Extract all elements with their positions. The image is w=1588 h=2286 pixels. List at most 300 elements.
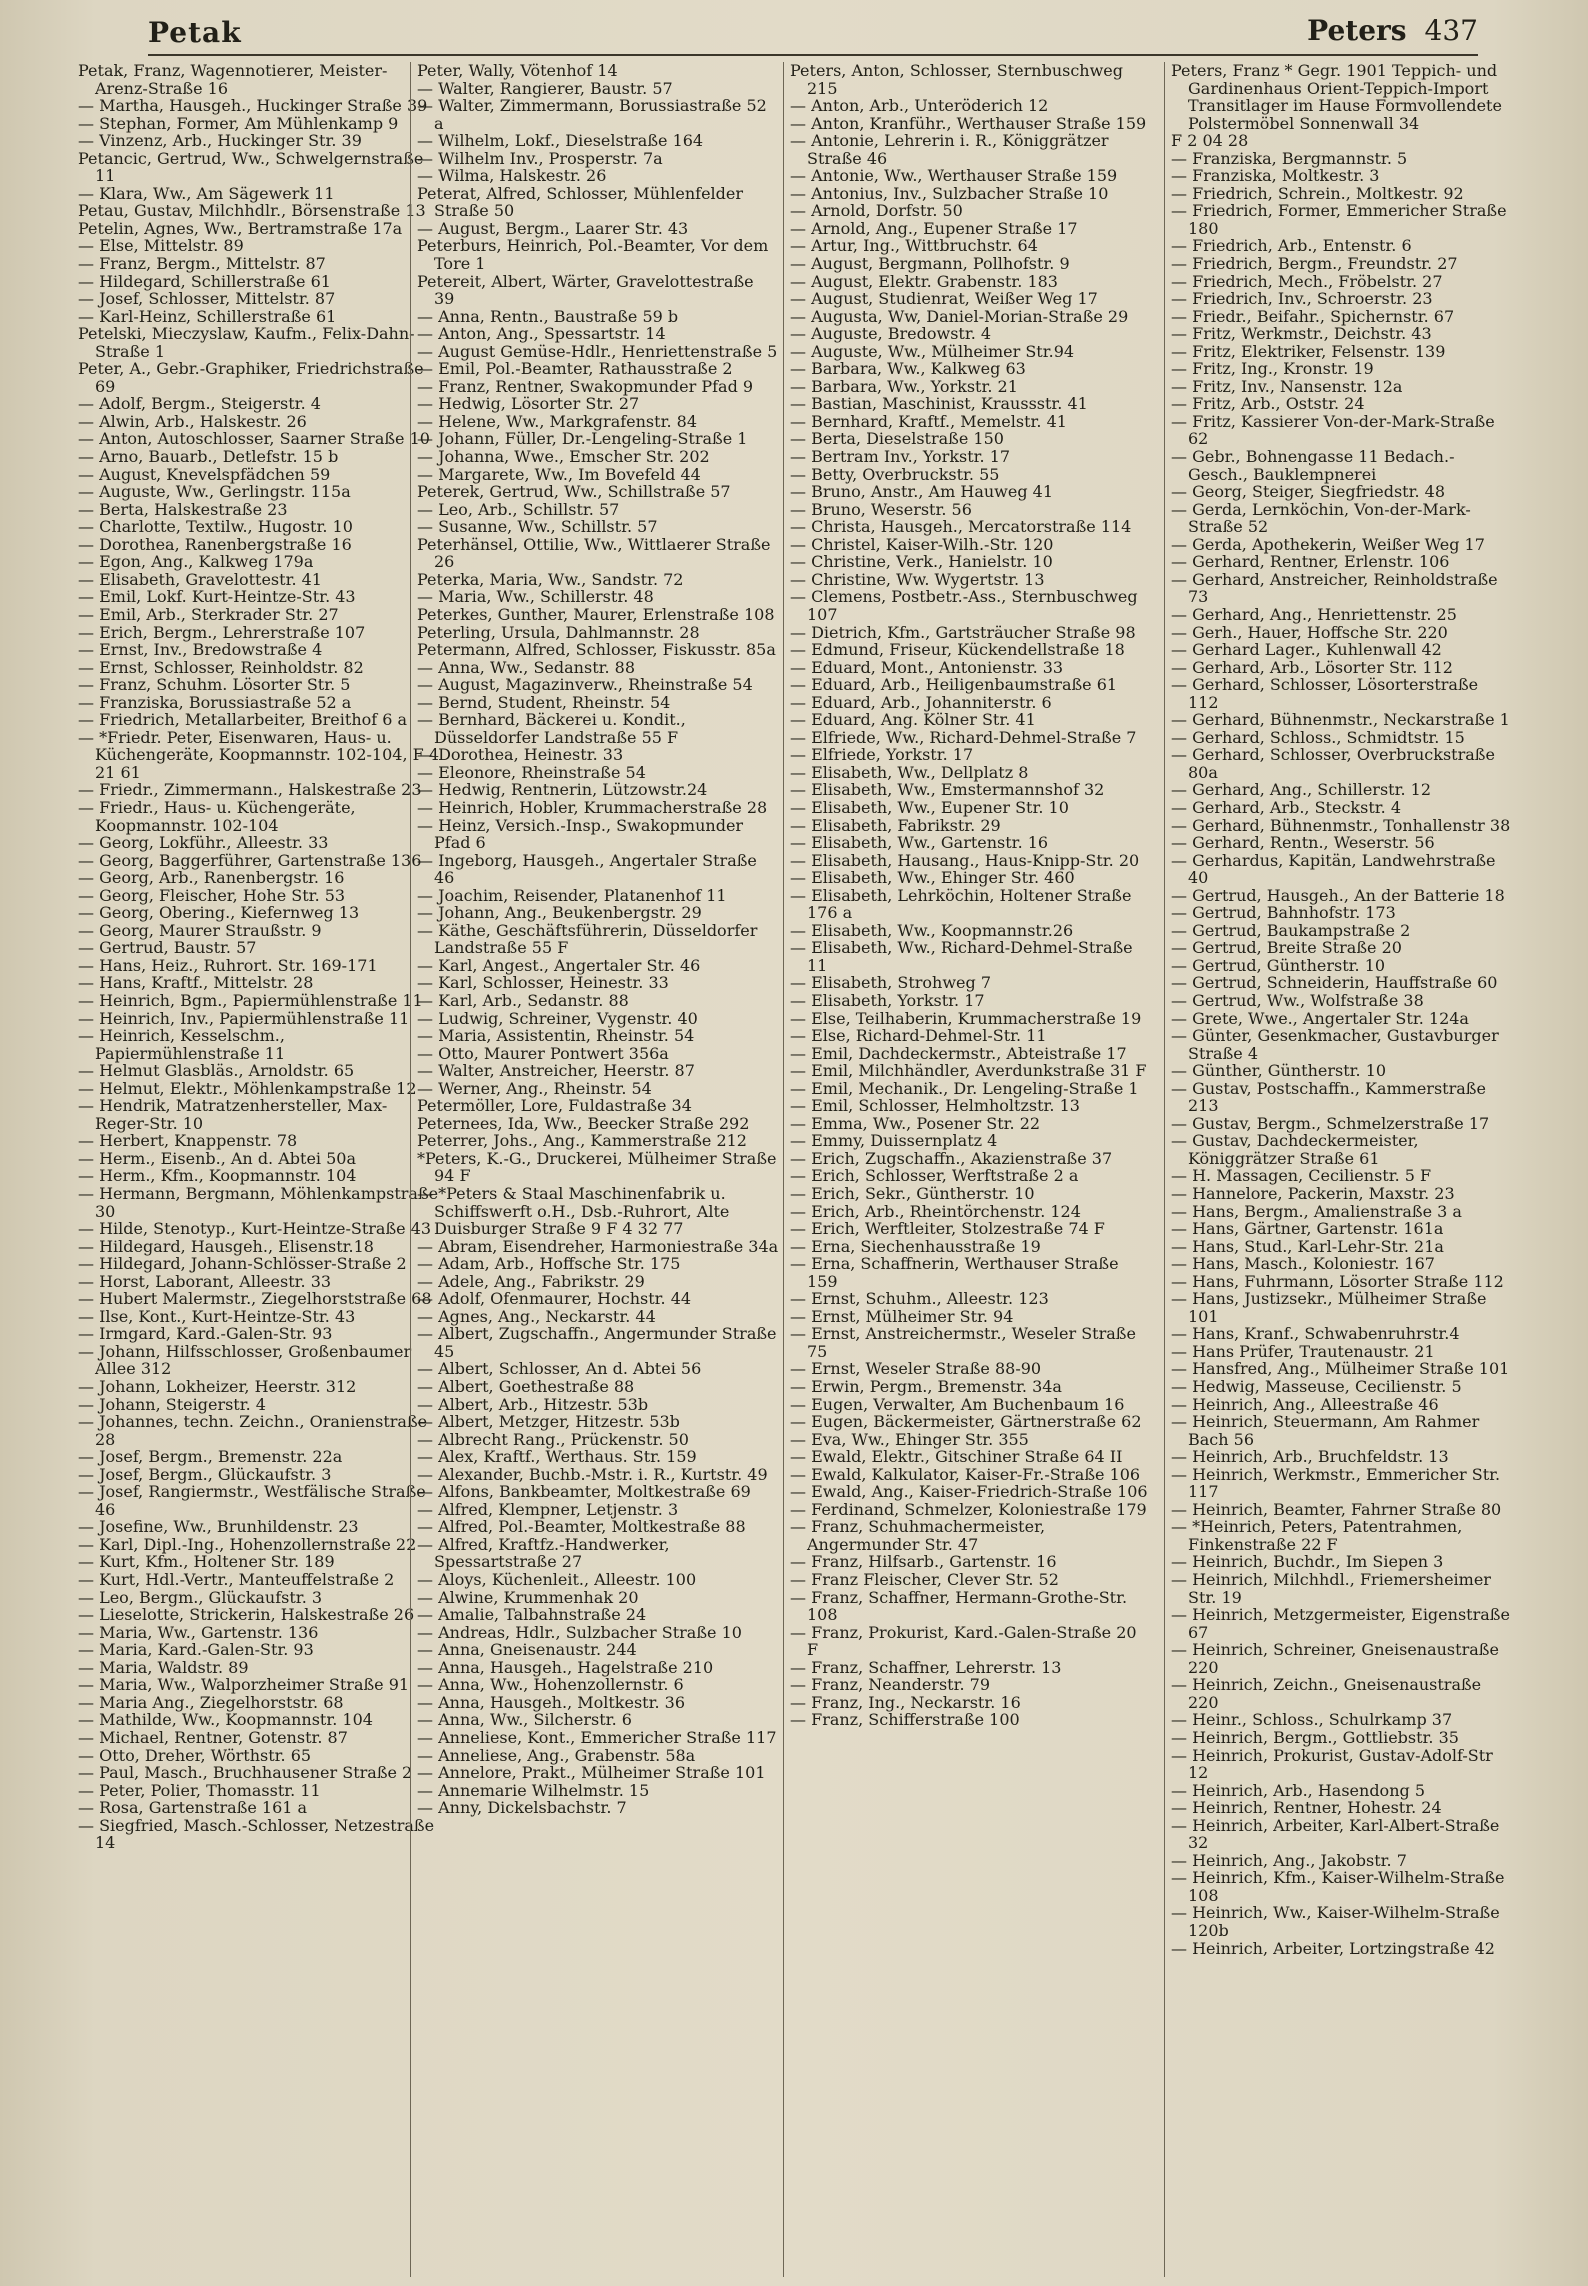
directory-entry: — Martha, Hausgeh., Huckinger Straße 39 <box>78 96 428 116</box>
directory-entry: — August, Magazinverw., Rheinstraße 54 <box>417 675 753 695</box>
directory-entry: — *Heinrich, Peters, Patentrahmen, Finkenstraße 22 F <box>1171 1517 1463 1554</box>
directory-entry: — Wilma, Halskestr. 26 <box>417 166 607 186</box>
directory-entry: — Friedr., Beifahr., Spichernstr. 67 <box>1171 306 1455 326</box>
directory-entry: Peterek, Gertrud, Ww., Schillstraße 57 <box>417 482 731 502</box>
directory-entry: — Heinrich, Werkmstr., Emmericher Str. 117 <box>1171 1464 1501 1502</box>
directory-entry: — Siegfried, Masch.-Schlosser, Netzestraße 14 <box>78 1815 435 1853</box>
directory-entry: — Ernst, Anstreichermstr., Weseler Straße 75 <box>790 1324 1136 1361</box>
directory-entry: — Käthe, Geschäftsführerin, Düsseldorfer Landstraße 55 F <box>417 920 758 958</box>
directory-entry: — Hermann, Bergmann, Möhlenkampstraße 30 <box>78 1184 439 1221</box>
directory-entry: — Hans, Fuhrmann, Lösorter Straße 112 <box>1171 1271 1504 1291</box>
directory-entry: — Eugen, Bäckermeister, Gärtnerstraße 62 <box>790 1412 1142 1432</box>
directory-columns <box>72 62 1572 2277</box>
directory-entry: — Barbara, Ww., Kalkweg 63 <box>790 359 1026 379</box>
directory-entry: — Anna, Hausgeh., Hagelstraße 210 <box>417 1657 714 1677</box>
directory-entry: — Adam, Arb., Hoffsche Str. 175 <box>417 1254 681 1274</box>
directory-entry: — Antonius, Inv., Sulzbacher Straße 10 <box>790 183 1109 203</box>
directory-entry: — Bernhard, Bäckerei u. Kondit., Düsseldorfer Landstraße 55 F <box>417 710 686 747</box>
directory-entry: — Susanne, Ww., Schillstr. 57 <box>417 517 658 537</box>
directory-entry: — Gertrud, Güntherstr. 10 <box>1171 955 1386 975</box>
directory-entry: — August Gemüse-Hdlr., Henriettenstraße 5 <box>417 341 778 361</box>
directory-entry: — Alfred, Klempner, Letjenstr. 3 <box>417 1499 679 1519</box>
directory-entry: — Franz, Neanderstr. 79 <box>790 1675 991 1695</box>
directory-entry: — Herm., Kfm., Koopmannstr. 104 <box>78 1166 357 1186</box>
directory-entry: — Elisabeth, Ww., Gartenstr. 16 <box>790 833 1049 853</box>
directory-entry: — Gertrud, Ww., Wolfstraße 38 <box>1171 990 1424 1010</box>
directory-entry: F 2 04 28 <box>1171 131 1249 151</box>
directory-entry: — Anton, Arb., Unteröderich 12 <box>790 96 1049 116</box>
directory-entry: — *Friedr. Peter, Eisenwaren, Haus- u. Küchengeräte, Koopmannstr. 102-104, F 4 21 61 <box>78 727 439 782</box>
directory-entry: — Elisabeth, Ww., Koopmannstr.26 <box>790 920 1074 940</box>
directory-entry: — Heinrich, Zeichn., Gneisenaustraße 220 <box>1171 1675 1482 1712</box>
directory-entry: — Gerhard, Schlosser, Overbruckstraße 80a <box>1171 745 1495 782</box>
directory-entry: — Anna, Hausgeh., Moltkestr. 36 <box>417 1692 686 1712</box>
directory-entry: Petermöller, Lore, Fuldastraße 34 <box>417 1096 692 1116</box>
directory-entry: — Else, Richard-Dehmel-Str. 11 <box>790 1026 1047 1046</box>
directory-entry: — Franz, Prokurist, Kard.-Galen-Straße 20 F <box>790 1622 1137 1660</box>
directory-entry: — Else, Teilhaberin, Krummacherstraße 19 <box>790 1008 1142 1028</box>
directory-entry: — Dietrich, Kfm., Gartsträucher Straße 98 <box>790 622 1136 642</box>
directory-entry: Petelski, Mieczyslaw, Kaufm., Felix-Dahn-Straße 1 <box>78 324 415 361</box>
directory-entry: Peterat, Alfred, Schlosser, Mühlenfelder Straße 50 <box>417 183 744 221</box>
directory-entry: — Heinrich, Inv., Papiermühlenstraße 11 <box>78 1008 410 1028</box>
directory-entry: — Franz Fleischer, Clever Str. 52 <box>790 1570 1059 1590</box>
directory-entry: — Heinrich, Arb., Bruchfeldstr. 13 <box>1171 1447 1449 1467</box>
directory-entry: — Heinrich, Steuermann, Am Rahmer Bach 56 <box>1171 1412 1480 1449</box>
directory-entry: — Alfred, Pol.-Beamter, Moltkestraße 88 <box>417 1517 746 1537</box>
directory-entry: — Amalie, Talbahnstraße 24 <box>417 1605 647 1625</box>
header-right <box>1307 14 1478 47</box>
directory-entry: — Else, Mittelstr. 89 <box>78 236 244 256</box>
directory-entry: Petancic, Gertrud, Ww., Schwelgernstraße 11 <box>78 148 424 186</box>
directory-entry: — Artur, Ing., Wittbruchstr. 64 <box>790 236 1038 256</box>
directory-entry: — Wilhelm Inv., Prosperstr. 7a <box>417 148 663 168</box>
directory-entry: — Hildegard, Johann-Schlösser-Straße 2 <box>78 1254 407 1274</box>
directory-entry: — Horst, Laborant, Alleestr. 33 <box>78 1271 332 1291</box>
directory-entry: — August, Elektr. Grabenstr. 183 <box>790 271 1058 291</box>
directory-entry: — Werner, Ang., Rheinstr. 54 <box>417 1078 652 1098</box>
directory-entry: — Josef, Bergm., Bremenstr. 22a <box>78 1447 343 1467</box>
directory-entry: — H. Massagen, Cecilienstr. 5 F <box>1171 1166 1432 1186</box>
directory-entry: — Walter, Rangierer, Baustr. 57 <box>417 78 673 98</box>
directory-entry: — Wilhelm, Lokf., Dieselstraße 164 <box>417 131 704 151</box>
directory-entry: — Gerhard, Ang., Schillerstr. 12 <box>1171 780 1432 800</box>
directory-entry: — Heinrich, Kfm., Kaiser-Wilhelm-Straße 108 <box>1171 1868 1505 1905</box>
directory-entry: — Franz, Rentner, Swakopmunder Pfad 9 <box>417 376 754 396</box>
directory-entry: — Georg, Obering., Kiefernweg 13 <box>78 903 360 923</box>
directory-entry: — Karl, Dipl.-Ing., Hohenzollernstraße 22 <box>78 1534 417 1554</box>
directory-entry: — Berta, Halskestraße 23 <box>78 499 288 519</box>
directory-entry: — Elisabeth, Ww., Emstermannshof 32 <box>790 780 1105 800</box>
directory-entry: — Eduard, Arb., Johanniterstr. 6 <box>790 692 1052 712</box>
directory-entry: — Herbert, Knappenstr. 78 <box>78 1131 298 1151</box>
directory-entry: — Heinrich, Metzgermeister, Eigenstraße 67 <box>1171 1605 1510 1642</box>
header-left-name: Petak <box>148 16 242 49</box>
directory-entry: — Gertrud, Baukampstraße 2 <box>1171 920 1411 940</box>
directory-entry: — Heinrich, Hobler, Krummacherstraße 28 <box>417 797 768 817</box>
directory-entry: — Maria, Kard.-Galen-Str. 93 <box>78 1640 314 1660</box>
directory-entry: — Elisabeth, Yorkstr. 17 <box>790 990 985 1010</box>
directory-entry: — Heinr., Schloss., Schulrkamp 37 <box>1171 1710 1453 1730</box>
directory-entry: — Emil, Lokf. Kurt-Heintze-Str. 43 <box>78 587 356 607</box>
directory-entry: — Fritz, Kassierer Von-der-Mark-Straße 62 <box>1171 411 1495 449</box>
directory-entry: — Joachim, Reisender, Platanenhof 11 <box>417 885 727 905</box>
directory-entry: Petereit, Albert, Wärter, Gravelottestraße 39 <box>417 271 754 309</box>
directory-entry: — Alwine, Krummenhak 20 <box>417 1587 639 1607</box>
directory-entry: — Anna, Ww., Sedanstr. 88 <box>417 657 636 677</box>
directory-entry: — Maria Ang., Ziegelhorststr. 68 <box>78 1692 344 1712</box>
directory-entry: — Bruno, Anstr., Am Hauweg 41 <box>790 482 1054 502</box>
directory-entry: — Ewald, Elektr., Gitschiner Straße 64 II <box>790 1447 1123 1467</box>
directory-entry: — Bernhard, Kraftf., Memelstr. 41 <box>790 411 1067 431</box>
directory-entry: — Elfriede, Ww., Richard-Dehmel-Straße 7 <box>790 727 1137 747</box>
directory-entry: — Josefine, Ww., Brunhildenstr. 23 <box>78 1517 359 1537</box>
directory-entry: — Elisabeth, Gravelottestr. 41 <box>78 569 322 589</box>
directory-entry: — Klara, Ww., Am Sägewerk 11 <box>78 183 335 203</box>
directory-entry: Peterburs, Heinrich, Pol.-Beamter, Vor dem Tore 1 <box>417 236 769 274</box>
directory-entry: — Betty, Overbruckstr. 55 <box>790 464 1000 484</box>
directory-entry: — Albert, Goethestraße 88 <box>417 1377 635 1397</box>
directory-entry: — Eduard, Mont., Antonienstr. 33 <box>790 657 1064 677</box>
directory-entry: — Mathilde, Ww., Koopmannstr. 104 <box>78 1710 373 1730</box>
directory-entry: — Maria, Ww., Schillerstr. 48 <box>417 587 654 607</box>
directory-entry: — Hans Prüfer, Trautenaustr. 21 <box>1171 1341 1435 1361</box>
directory-entry: — Heinrich, Ww., Kaiser-Wilhelm-Straße 120b <box>1171 1903 1500 1940</box>
directory-entry: — Gertrud, Breite Straße 20 <box>1171 938 1402 958</box>
directory-entry: — Antonie, Lehrerin i. R., Königgrätzer Straße 46 <box>790 131 1109 168</box>
directory-entry: — Maria, Waldstr. 89 <box>78 1657 249 1677</box>
directory-entry: — Franziska, Borussiastraße 52 a <box>78 692 352 712</box>
directory-entry: Peterling, Ursula, Dahlmannstr. 28 <box>417 622 700 642</box>
directory-entry: — Barbara, Ww., Yorkstr. 21 <box>790 376 1018 396</box>
directory-entry: — Gustav, Postschaffn., Kammerstraße 213 <box>1171 1078 1486 1116</box>
directory-entry: — Elisabeth, Hausang., Haus-Knipp-Str. 20 <box>790 850 1140 870</box>
directory-entry: — Franz, Ing., Neckarstr. 16 <box>790 1692 1021 1712</box>
directory-entry: — Günther, Güntherstr. 10 <box>1171 1061 1387 1081</box>
directory-entry: — Leo, Arb., Schillstr. 57 <box>417 499 620 519</box>
directory-entry: — Anton, Autoschlosser, Saarner Straße 10 <box>78 429 430 449</box>
directory-entry: — Augusta, Ww, Daniel-Morian-Straße 29 <box>790 306 1129 326</box>
directory-entry: — Eduard, Ang. Kölner Str. 41 <box>790 710 1036 730</box>
directory-entry: — Gerhard, Schloss., Schmidtstr. 15 <box>1171 727 1465 747</box>
directory-entry: — Dorothea, Ranenbergstraße 16 <box>78 534 352 554</box>
directory-entry: — August, Studienrat, Weißer Weg 17 <box>790 289 1098 309</box>
directory-entry: — Heinrich, Prokurist, Gustav-Adolf-Str 12 <box>1171 1745 1493 1783</box>
directory-entry: — Georg, Lokführ., Alleestr. 33 <box>78 833 329 853</box>
directory-entry: — Franziska, Bergmannstr. 5 <box>1171 148 1408 168</box>
directory-entry: — Gerhard, Rentn., Weserstr. 56 <box>1171 833 1435 853</box>
directory-entry: — Hans, Gärtner, Gartenstr. 161a <box>1171 1219 1444 1239</box>
directory-entry: — Fritz, Elektriker, Felsenstr. 139 <box>1171 341 1446 361</box>
directory-entry: — Erich, Schlosser, Werftstraße 2 a <box>790 1166 1079 1186</box>
directory-entry: — Gebr., Bohnengasse 11 Bedach.-Gesch., Bauklempnerei <box>1171 447 1455 484</box>
directory-entry: — Vinzenz, Arb., Huckinger Str. 39 <box>78 131 362 151</box>
directory-entry: — Herm., Eisenb., An d. Abtei 50a <box>78 1148 357 1168</box>
directory-entry: — Erich, Bergm., Lehrerstraße 107 <box>78 622 366 642</box>
directory-entry: — Ernst, Schlosser, Reinholdstr. 82 <box>78 657 364 677</box>
directory-entry: — Arno, Bauarb., Detlefstr. 15 b <box>78 447 339 467</box>
directory-entry: — Friedrich, Arb., Entenstr. 6 <box>1171 236 1412 256</box>
directory-entry: — Johann, Ang., Beukenbergstr. 29 <box>417 903 702 923</box>
directory-entry: — Friedrich, Inv., Schroerstr. 23 <box>1171 289 1433 309</box>
directory-entry: — Peter, Polier, Thomasstr. 11 <box>78 1780 321 1800</box>
directory-entry: — Emil, Pol.-Beamter, Rathausstraße 2 <box>417 359 733 379</box>
directory-entry: — Albert, Arb., Hitzestr. 53b <box>417 1394 649 1414</box>
directory-entry: — Elisabeth, Ww., Ehinger Str. 460 <box>790 868 1075 888</box>
directory-entry: — Georg, Maurer Straußstr. 9 <box>78 920 322 940</box>
directory-entry: — Alfons, Bankbeamter, Moltkestraße 69 <box>417 1482 751 1502</box>
directory-entry: — Franz, Schifferstraße 100 <box>790 1710 1020 1730</box>
directory-entry: — Ludwig, Schreiner, Vygenstr. 40 <box>417 1008 698 1028</box>
directory-entry: — Elisabeth, Lehrköchin, Holtener Straße 176 a <box>790 885 1132 923</box>
directory-entry: — Gertrud, Bahnhofstr. 173 <box>1171 903 1396 923</box>
directory-entry: — Hedwig, Masseuse, Cecilienstr. 5 <box>1171 1377 1462 1397</box>
directory-entry: — Emil, Mechanik., Dr. Lengeling-Straße 1 <box>790 1078 1139 1098</box>
directory-entry: — Eugen, Verwalter, Am Buchenbaum 16 <box>790 1394 1125 1414</box>
directory-entry: — Christine, Verk., Hanielstr. 10 <box>790 552 1053 572</box>
directory-entry: — Hansfred, Ang., Mülheimer Straße 101 <box>1171 1359 1510 1379</box>
directory-entry: — Hans, Heiz., Ruhrort. Str. 169-171 <box>78 955 378 975</box>
directory-entry: — Erich, Zugschaffn., Akazienstraße 37 <box>790 1148 1113 1168</box>
directory-entry: — Maria, Assistentin, Rheinstr. 54 <box>417 1026 695 1046</box>
directory-entry: — *Peters & Staal Maschinenfabrik u. Schiffswerft o.H., Dsb.-Ruhrort, Alte Duisburger Straße 9 F 4 32 77 <box>417 1184 730 1239</box>
directory-entry: — Maria, Ww., Walporzheimer Straße 91 <box>78 1675 410 1695</box>
directory-entry: — Heinrich, Arbeiter, Karl-Albert-Straße 32 <box>1171 1815 1500 1853</box>
directory-entry: — Hans, Justizsekr., Mülheimer Straße 101 <box>1171 1289 1487 1326</box>
directory-entry: — Ernst, Mülheimer Str. 94 <box>790 1306 1014 1326</box>
directory-entry: — Berta, Dieselstraße 150 <box>790 429 1004 449</box>
directory-entry: — Elisabeth, Ww., Dellplatz 8 <box>790 762 1029 782</box>
directory-entry: — Heinrich, Arb., Hasendong 5 <box>1171 1780 1425 1800</box>
directory-entry: — Helene, Ww., Markgrafenstr. 84 <box>417 411 697 431</box>
directory-entry: — Abram, Eisendreher, Harmoniestraße 34a <box>417 1236 779 1256</box>
directory-entry: — Helmut Glasbläs., Arnoldstr. 65 <box>78 1061 355 1081</box>
directory-entry: — Emmy, Duissernplatz 4 <box>790 1131 998 1151</box>
directory-entry: — Gerhard, Rentner, Erlenstr. 106 <box>1171 552 1450 572</box>
directory-entry: — Gustav, Dachdeckermeister, Königgrätzer Straße 61 <box>1171 1131 1419 1168</box>
directory-entry: — Ernst, Weseler Straße 88-90 <box>790 1359 1042 1379</box>
directory-entry: — Anna, Gneisenaustr. 244 <box>417 1640 637 1660</box>
directory-entry: — Auguste, Ww., Gerlingstr. 115a <box>78 482 351 502</box>
directory-entry: — Fritz, Werkmstr., Deichstr. 43 <box>1171 324 1432 344</box>
directory-entry: — Otto, Dreher, Wörthstr. 65 <box>78 1745 312 1765</box>
directory-entry: — Georg, Fleischer, Hohe Str. 53 <box>78 885 346 905</box>
directory-entry: — Dorothea, Heinestr. 33 <box>417 745 624 765</box>
directory-entry: — Ernst, Inv., Bredowstraße 4 <box>78 640 323 660</box>
directory-entry: — Friedrich, Bergm., Freundstr. 27 <box>1171 254 1458 274</box>
directory-entry: — Anneliese, Kont., Emmericher Straße 117 <box>417 1727 777 1747</box>
directory-entry: — Hedwig, Rentnerin, Lützowstr.24 <box>417 780 708 800</box>
directory-entry: — Heinrich, Bergm., Gottliebstr. 35 <box>1171 1727 1459 1747</box>
directory-entry: — Bruno, Weserstr. 56 <box>790 499 972 519</box>
directory-entry: — Elfriede, Yorkstr. 17 <box>790 745 974 765</box>
directory-entry: — Friedrich, Metallarbeiter, Breithof 6 a <box>78 710 408 730</box>
directory-entry: — Karl-Heinz, Schillerstraße 61 <box>78 306 337 326</box>
directory-entry: — Agnes, Ang., Neckarstr. 44 <box>417 1306 656 1326</box>
directory-entry: — Annemarie Wilhelmstr. 15 <box>417 1780 650 1800</box>
directory-entry: Petelin, Agnes, Ww., Bertramstraße 17a <box>78 218 403 238</box>
directory-entry: — Gerhard, Arb., Lösorter Str. 112 <box>1171 657 1453 677</box>
directory-entry: Peterrer, Johs., Ang., Kammerstraße 212 <box>417 1131 747 1151</box>
directory-entry: — Edmund, Friseur, Kückendellstraße 18 <box>790 640 1125 660</box>
column-1 <box>78 62 440 2277</box>
directory-entry: — Anton, Ang., Spessartstr. 14 <box>417 324 666 344</box>
directory-entry: — Josef, Rangiermstr., Westfälische Straße 46 <box>78 1482 426 1519</box>
directory-entry: — Maria, Ww., Gartenstr. 136 <box>78 1622 319 1642</box>
directory-entry: — Emil, Schlosser, Helmholtzstr. 13 <box>790 1096 1080 1116</box>
directory-entry: — Gerhard, Ang., Henriettenstr. 25 <box>1171 604 1457 624</box>
directory-entry: — Gertrud, Schneiderin, Hauffstraße 60 <box>1171 973 1498 993</box>
directory-entry: — Albert, Zugschaffn., Angermunder Straße 45 <box>417 1324 777 1361</box>
directory-entry: — Georg, Steiger, Siegfriedstr. 48 <box>1171 482 1446 502</box>
directory-entry: — Albert, Metzger, Hitzestr. 53b <box>417 1412 680 1432</box>
directory-entry: — August, Bergm., Laarer Str. 43 <box>417 218 689 238</box>
directory-entry: — Hans, Masch., Koloniestr. 167 <box>1171 1254 1435 1274</box>
directory-entry: — Adele, Ang., Fabrikstr. 29 <box>417 1271 645 1291</box>
directory-entry: — Albert, Schlosser, An d. Abtei 56 <box>417 1359 702 1379</box>
directory-entry: — Eleonore, Rheinstraße 54 <box>417 762 646 782</box>
directory-entry: — Emil, Arb., Sterkrader Str. 27 <box>78 604 339 624</box>
directory-entry: — Emma, Ww., Posener Str. 22 <box>790 1113 1041 1133</box>
directory-entry: — Heinrich, Bgm., Papiermühlenstraße 11 <box>78 990 423 1010</box>
directory-entry: — Erna, Schaffnerin, Werthauser Straße 159 <box>790 1254 1119 1291</box>
directory-entry: — Hubert Malermstr., Ziegelhorststraße 68 <box>78 1289 432 1309</box>
directory-entry: — Hannelore, Packerin, Maxstr. 23 <box>1171 1184 1455 1203</box>
directory-entry: — Fritz, Inv., Nansenstr. 12a <box>1171 376 1403 396</box>
directory-entry: — Elisabeth, Fabrikstr. 29 <box>790 815 1001 835</box>
directory-entry: — Elisabeth, Ww., Eupener Str. 10 <box>790 797 1069 817</box>
directory-entry: — Paul, Masch., Bruchhausener Straße 2 <box>78 1763 413 1783</box>
directory-entry: — Aloys, Küchenleit., Alleestr. 100 <box>417 1570 697 1590</box>
directory-entry: — Walter, Zimmermann, Borussiastraße 52 a <box>417 96 767 133</box>
directory-entry: — Gerhard, Anstreicher, Reinholdstraße 73 <box>1171 569 1498 607</box>
directory-entry: — Bastian, Maschinist, Kraussstr. 41 <box>790 394 1088 414</box>
directory-entry: — Auguste, Bredowstr. 4 <box>790 324 992 344</box>
directory-entry: Peters, Anton, Schlosser, Sternbuschweg 215 <box>790 62 1124 98</box>
directory-entry: — Gerhard Lager., Kuhlenwall 42 <box>1171 640 1442 660</box>
directory-entry: *Peters, K.-G., Druckerei, Mülheimer Straße 94 F <box>417 1148 777 1186</box>
directory-entry: — Albrecht Rang., Prückenstr. 50 <box>417 1429 689 1449</box>
directory-entry: — Otto, Maurer Pontwert 356a <box>417 1043 669 1063</box>
directory-entry: — Helmut, Elektr., Möhlenkampstraße 12 <box>78 1078 417 1098</box>
directory-entry: — Anna, Ww., Hohenzollernstr. 6 <box>417 1675 684 1695</box>
directory-entry: — Gerhard, Schlosser, Lösorterstraße 112 <box>1171 675 1479 712</box>
directory-entry: — Franziska, Moltkestr. 3 <box>1171 166 1380 186</box>
directory-entry: — Grete, Wwe., Angertaler Str. 124a <box>1171 1008 1469 1028</box>
directory-entry: — Heinrich, Schreiner, Gneisenaustraße 220 <box>1171 1640 1499 1677</box>
directory-entry: — Arnold, Dorfstr. 50 <box>790 201 963 221</box>
directory-entry: — Gustav, Bergm., Schmelzerstraße 17 <box>1171 1113 1490 1133</box>
directory-entry: — Kurt, Kfm., Holtener Str. 189 <box>78 1552 335 1572</box>
directory-entry: — Heinrich, Milchhdl., Friemersheimer Str. 19 <box>1171 1570 1491 1607</box>
directory-entry: — Johannes, techn. Zeichn., Oranienstraße 28 <box>78 1412 428 1449</box>
directory-entry: Peterhänsel, Ottilie, Ww., Wittlaerer Straße 26 <box>417 534 771 572</box>
directory-entry: — Georg, Arb., Ranenbergstr. 16 <box>78 868 345 888</box>
directory-entry: — Heinrich, Arbeiter, Lortzingstraße 42 <box>1171 1938 1495 1958</box>
directory-entry: — Anna, Rentn., Baustraße 59 b <box>417 306 679 326</box>
directory-entry: — Franz, Bergm., Mittelstr. 87 <box>78 254 326 274</box>
binding-edge <box>0 0 14 2286</box>
directory-entry: — Kurt, Hdl.-Vertr., Manteuffelstraße 2 <box>78 1570 395 1590</box>
directory-entry: — Andreas, Hdlr., Sulzbacher Straße 10 <box>417 1622 742 1642</box>
directory-entry: — Heinrich, Beamter, Fahrner Straße 80 <box>1171 1499 1502 1519</box>
directory-entry: — Heinrich, Ang., Alleestraße 46 <box>1171 1394 1439 1414</box>
page-header <box>148 6 1478 56</box>
directory-entry: — Hans, Kranf., Schwabenruhrstr.4 <box>1171 1324 1460 1344</box>
directory-entry: — Franz, Schaffner, Hermann-Grothe-Str. 108 <box>790 1587 1128 1625</box>
directory-entry: — Friedrich, Mech., Fröbelstr. 27 <box>1171 271 1443 291</box>
directory-entry: — Ferdinand, Schmelzer, Koloniestraße 179 <box>790 1499 1147 1519</box>
directory-entry: — Gerh., Hauer, Hoffsche Str. 220 <box>1171 622 1448 642</box>
directory-entry: — Auguste, Ww., Mülheimer Str.94 <box>790 341 1075 361</box>
directory-entry: — Erna, Siechenhausstraße 19 <box>790 1236 1041 1256</box>
directory-entry: — Stephan, Former, Am Mühlenkamp 9 <box>78 113 399 133</box>
directory-entry: — Adolf, Bergm., Steigerstr. 4 <box>78 394 321 414</box>
directory-entry: — Gerda, Apothekerin, Weißer Weg 17 <box>1171 534 1485 554</box>
directory-entry: — Clemens, Postbetr.-Ass., Sternbuschweg 107 <box>790 587 1138 624</box>
directory-entry: — Alexander, Buchb.-Mstr. i. R., Kurtstr. 49 <box>417 1464 768 1484</box>
directory-entry: — Karl, Schlosser, Heinestr. 33 <box>417 973 669 993</box>
directory-entry: — Erwin, Pergm., Bremenstr. 34a <box>790 1377 1062 1397</box>
directory-entry: — Egon, Ang., Kalkweg 179a <box>78 552 314 572</box>
directory-entry: — Ingeborg, Hausgeh., Angertaler Straße 46 <box>417 850 757 888</box>
directory-entry: — Erich, Arb., Rheintörchenstr. 124 <box>790 1201 1081 1221</box>
directory-entry: — Hans, Kraftf., Mittelstr. 28 <box>78 973 314 993</box>
directory-entry: — Hedwig, Lösorter Str. 27 <box>417 394 640 414</box>
directory-entry: — Hans, Stud., Karl-Lehr-Str. 21a <box>1171 1236 1444 1256</box>
directory-entry: — Johann, Füller, Dr.-Lengeling-Straße 1 <box>417 429 748 449</box>
directory-entry: — Georg, Baggerführer, Gartenstraße 136 <box>78 850 422 870</box>
directory-entry: — Erich, Sekr., Güntherstr. 10 <box>790 1184 1035 1203</box>
directory-entry: — Johanna, Wwe., Emscher Str. 202 <box>417 447 710 467</box>
directory-entry: — Ewald, Ang., Kaiser-Friedrich-Straße 106 <box>790 1482 1148 1502</box>
directory-entry: — Ernst, Schuhm., Alleestr. 123 <box>790 1289 1049 1309</box>
directory-entry: — Bertram Inv., Yorkstr. 17 <box>790 447 1011 467</box>
directory-entry: — Alwin, Arb., Halskestr. 26 <box>78 411 307 431</box>
directory-entry: — Hildegard, Schillerstraße 61 <box>78 271 331 291</box>
page-number: 437 <box>1424 14 1478 47</box>
directory-entry: — Ewald, Kalkulator, Kaiser-Fr.-Straße 106 <box>790 1464 1141 1484</box>
directory-entry: — Günter, Gesenkmacher, Gustavburger Straße 4 <box>1171 1026 1499 1063</box>
directory-entry: — Adolf, Ofenmaurer, Hochstr. 44 <box>417 1289 692 1309</box>
directory-entry: — Rosa, Gartenstraße 161 a <box>78 1798 308 1818</box>
directory-entry: — Gerhard, Arb., Steckstr. 4 <box>1171 797 1401 817</box>
directory-entry: — Ilse, Kont., Kurt-Heintze-Str. 43 <box>78 1306 356 1326</box>
directory-entry: — Josef, Schlosser, Mittelstr. 87 <box>78 289 336 309</box>
directory-entry: — Anna, Ww., Silcherstr. 6 <box>417 1710 632 1730</box>
directory-entry: — Karl, Angest., Angertaler Str. 46 <box>417 955 701 975</box>
directory-entry: Petermann, Alfred, Schlosser, Fiskusstr. 85a <box>417 640 776 660</box>
directory-entry: — Gerhard, Bühnenmstr., Neckarstraße 1 <box>1171 710 1510 730</box>
directory-entry: — Leo, Bergm., Glückaufstr. 3 <box>78 1587 323 1607</box>
directory-entry: — Christel, Kaiser-Wilh.-Str. 120 <box>790 534 1054 554</box>
directory-entry: — Franz, Schuhm. Lösorter Str. 5 <box>78 675 351 695</box>
directory-entry: — Bernd, Student, Rheinstr. 54 <box>417 692 671 712</box>
directory-entry: Petak, Franz, Wagennotierer, Meister-Arenz-Straße 16 <box>78 62 388 98</box>
directory-entry: — Erich, Werftleiter, Stolzestraße 74 F <box>790 1219 1105 1239</box>
directory-entry: — Heinrich, Ang., Jakobstr. 7 <box>1171 1850 1407 1870</box>
directory-entry: — Friedrich, Former, Emmericher Straße 180 <box>1171 201 1507 238</box>
directory-entry: — Irmgard, Kard.-Galen-Str. 93 <box>78 1324 333 1344</box>
directory-entry: — Hendrik, Matratzenhersteller, Max-Reger-Str. 10 <box>78 1096 388 1133</box>
directory-entry: Petau, Gustav, Milchhdlr., Börsenstraße 13 <box>78 201 426 221</box>
directory-entry: Peterka, Maria, Ww., Sandstr. 72 <box>417 569 684 589</box>
directory-entry: — Hans, Bergm., Amalienstraße 3 a <box>1171 1201 1462 1221</box>
directory-entry: — Walter, Anstreicher, Heerstr. 87 <box>417 1061 695 1081</box>
directory-entry: — Christa, Hausgeh., Mercatorstraße 114 <box>790 517 1132 537</box>
directory-entry: — Gerhardus, Kapitän, Landwehrstraße 40 <box>1171 850 1496 888</box>
directory-entry: — Anneliese, Ang., Grabenstr. 58a <box>417 1745 696 1765</box>
